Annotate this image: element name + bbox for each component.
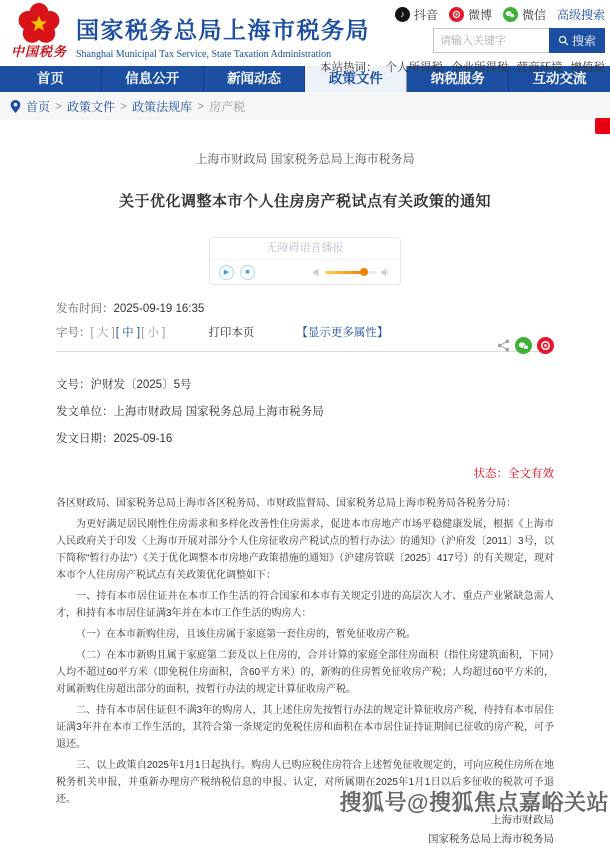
site-title: 国家税务总局上海市税务局 — [76, 17, 370, 43]
issuing-unit-row — [56, 399, 554, 426]
site-subtitle: Shanghai Municipal Tax Service, State Taxation Administration — [76, 49, 332, 60]
audio-player — [209, 237, 401, 285]
nav-item-info-disclosure[interactable]: 信息公开 — [102, 66, 204, 92]
breadcrumb-home[interactable]: 首页 — [26, 99, 51, 114]
paragraph-preamble: 为更好满足居民刚性住房需求和多样化改善性住房需求，促进本市房地产市场平稳健康发展，根据《上海市人民政府关于印发〈上海市开展对部分个人住房征收房产税试点的暂行办法〉的通知》（沪府发〔2011〕3号，以下简称“暂行办法”）《关于优化调整本市房地产政策措施的通知》（沪建房管联〔2025〕417号）的有关规定，现对本市个人住房房产税试点有关政策优化调整如下： — [56, 519, 554, 581]
stop-button[interactable]: ■ — [240, 265, 255, 280]
status-label: 状态： — [473, 468, 508, 480]
weibo-link[interactable] — [449, 6, 492, 23]
doc-number-value: 沪财发〔2025〕5号 — [90, 379, 192, 391]
font-size-label: 字号： — [56, 327, 91, 339]
hot-word[interactable]: 企业所得税 — [451, 62, 509, 74]
search-bar — [433, 28, 605, 53]
breadcrumb-separator: > — [120, 99, 128, 113]
advanced-search-link[interactable]: 高级搜索 — [556, 7, 605, 22]
paragraph-article-1-1: （一）在本市新购住房，且该住房属于家庭第一套住房的，暂免征收房产税。 — [76, 629, 416, 640]
weibo-label: 微博 — [467, 7, 492, 22]
document-fields — [56, 372, 554, 453]
doc-number-label: 文号： — [56, 379, 91, 391]
tax-emblem-icon — [8, 3, 70, 45]
breadcrumb-separator: > — [197, 99, 205, 113]
search-button[interactable] — [549, 28, 605, 53]
doc-number-row — [56, 372, 554, 399]
hot-word[interactable]: 个人所得税 — [385, 62, 443, 74]
nav-item-interaction[interactable]: 互动交流 — [532, 71, 587, 86]
nav-item-policy-documents[interactable]: 政策文件 — [305, 66, 407, 92]
paragraph-article-2: 二、持有本市居住证但不满3年的购房人，其上述住房先按暂行办法的规定计算征收房产税，待持有本市居住证满3年并在本市工作生活的，其符合第一条规定的免税住房和面积在本市居住证持证期间已征收的房产税，可予退还。 — [56, 705, 554, 750]
publish-time-value: 2025-09-19 16:35 — [113, 303, 205, 315]
location-pin-icon — [10, 100, 21, 113]
nav-item-news[interactable]: 新闻动态 — [204, 66, 306, 92]
floating-red-tab[interactable] — [595, 118, 610, 134]
audio-controls — [210, 260, 400, 284]
document-body — [56, 495, 554, 808]
play-button[interactable]: ▶ — [219, 265, 234, 280]
share-wechat-icon[interactable] — [515, 337, 532, 354]
speaker-low-icon — [313, 268, 321, 277]
issuing-unit-label: 发文单位： — [56, 406, 114, 418]
hot-words-row — [320, 59, 605, 75]
publish-time-row — [56, 300, 554, 316]
issue-date-value: 2025-09-16 — [113, 433, 173, 445]
share-weibo-icon[interactable] — [537, 337, 554, 354]
weibo-icon — [449, 7, 464, 22]
douyin-icon: ♪ — [395, 7, 410, 22]
font-size-medium[interactable]: [ 中 ] — [115, 327, 141, 339]
site-logo — [8, 3, 70, 59]
wechat-icon — [503, 7, 518, 22]
issue-date-label: 发文日期： — [56, 433, 114, 445]
magnifier-icon — [558, 35, 569, 46]
issuing-agency-line: 上海市财政局 国家税务总局上海市税务局 — [195, 152, 415, 166]
signature-tax-bureau: 国家税务总局上海市税务局 — [428, 833, 554, 845]
article — [0, 150, 610, 848]
meta-divider — [56, 351, 554, 352]
document-title: 关于优化调整本市个人住房房产税试点有关政策的通知 — [118, 193, 491, 210]
watermark-text: 搜狐号@搜狐焦点嘉峪关站 — [339, 790, 609, 815]
paragraph-article-3: 三、以上政策自2025年1月1日起执行。购房人已购应税住房符合上述暂免征收规定的，可向应税住房所在地税务机关申报，并重新办理房产税纳税信息的申报、认定，对所属期在2025年1月1日以后多征收的税款可予退还。 — [56, 760, 554, 805]
hot-words-label: 本站热词： — [320, 62, 378, 74]
volume-control — [313, 268, 391, 277]
search-input[interactable] — [433, 28, 549, 53]
social-row — [365, 6, 605, 22]
meta-tools-row — [56, 324, 554, 340]
site-header — [0, 0, 610, 74]
breadcrumb-policy-documents[interactable]: 政策文件 — [67, 99, 116, 114]
breadcrumb-policy-library[interactable]: 政策法规库 — [132, 99, 193, 114]
hot-word[interactable]: 增值税 — [570, 62, 605, 74]
breadcrumb-current-property-tax: 房产税 — [209, 99, 246, 114]
share-icon[interactable] — [497, 339, 510, 352]
audio-player-title: 无障碍语音播报 — [210, 238, 400, 260]
breadcrumb — [0, 92, 610, 120]
speaker-high-icon — [381, 268, 391, 277]
search-button-label: 搜索 — [571, 34, 596, 48]
show-more-attributes-link[interactable]: 【显示更多属性】 — [296, 327, 389, 339]
wechat-link[interactable] — [503, 6, 546, 23]
publish-time-label: 发布时间： — [56, 303, 114, 315]
volume-slider[interactable] — [325, 271, 377, 274]
site-title-block — [76, 12, 370, 60]
paragraph-article-1-2: （二）在本市新购且属于家庭第二套及以上住房的，合并计算的家庭全部住房面积（指住房建筑面积，下同）人均不超过60平方米（即免税住房面积，含60平方米）的，新购的住房暂免征收房产税；人均超过60平方米的，对属新购住房超出部分的面积，按暂行办法的规定计算征收房产税。 — [56, 650, 554, 695]
status-badge — [56, 465, 554, 481]
paragraph-salutation: 各区财政局、国家税务总局上海市各区税务局、市财政监督局、国家税务总局上海市税务局各税务分局： — [56, 498, 516, 509]
douyin-label: 抖音 — [413, 7, 438, 22]
paragraph-article-1: 一、持有本市居住证并在本市工作生活的符合国家和本市有关规定引进的高层次人才、重点产业紧缺急需人才，和持有本市居住证满3年并在本市工作生活的购房人： — [56, 591, 554, 619]
print-page-link[interactable]: 打印本页 — [208, 327, 255, 339]
nav-item-home[interactable]: 首页 — [0, 66, 102, 92]
douyin-link[interactable] — [395, 6, 438, 23]
header-right — [320, 6, 605, 75]
nav-item-tax-services[interactable]: 纳税服务 — [407, 66, 509, 92]
breadcrumb-separator: > — [55, 99, 63, 113]
font-size-small[interactable]: [ 小 ] — [141, 327, 166, 339]
logo-caption: 中国税务 — [10, 44, 67, 59]
issuing-unit-value: 上海市财政局 国家税务总局上海市税务局 — [113, 406, 324, 418]
font-size-large[interactable]: [ 大 ] — [90, 327, 115, 339]
hot-word[interactable]: 营商环境 — [516, 62, 563, 74]
signature-finance-bureau: 上海市财政局 — [491, 814, 554, 826]
wechat-label: 微信 — [521, 7, 546, 22]
share-icons — [497, 337, 554, 354]
article-meta — [56, 300, 554, 352]
issue-date-row — [56, 426, 554, 453]
volume-knob[interactable] — [360, 268, 368, 276]
status-value: 全文有效 — [508, 468, 554, 480]
